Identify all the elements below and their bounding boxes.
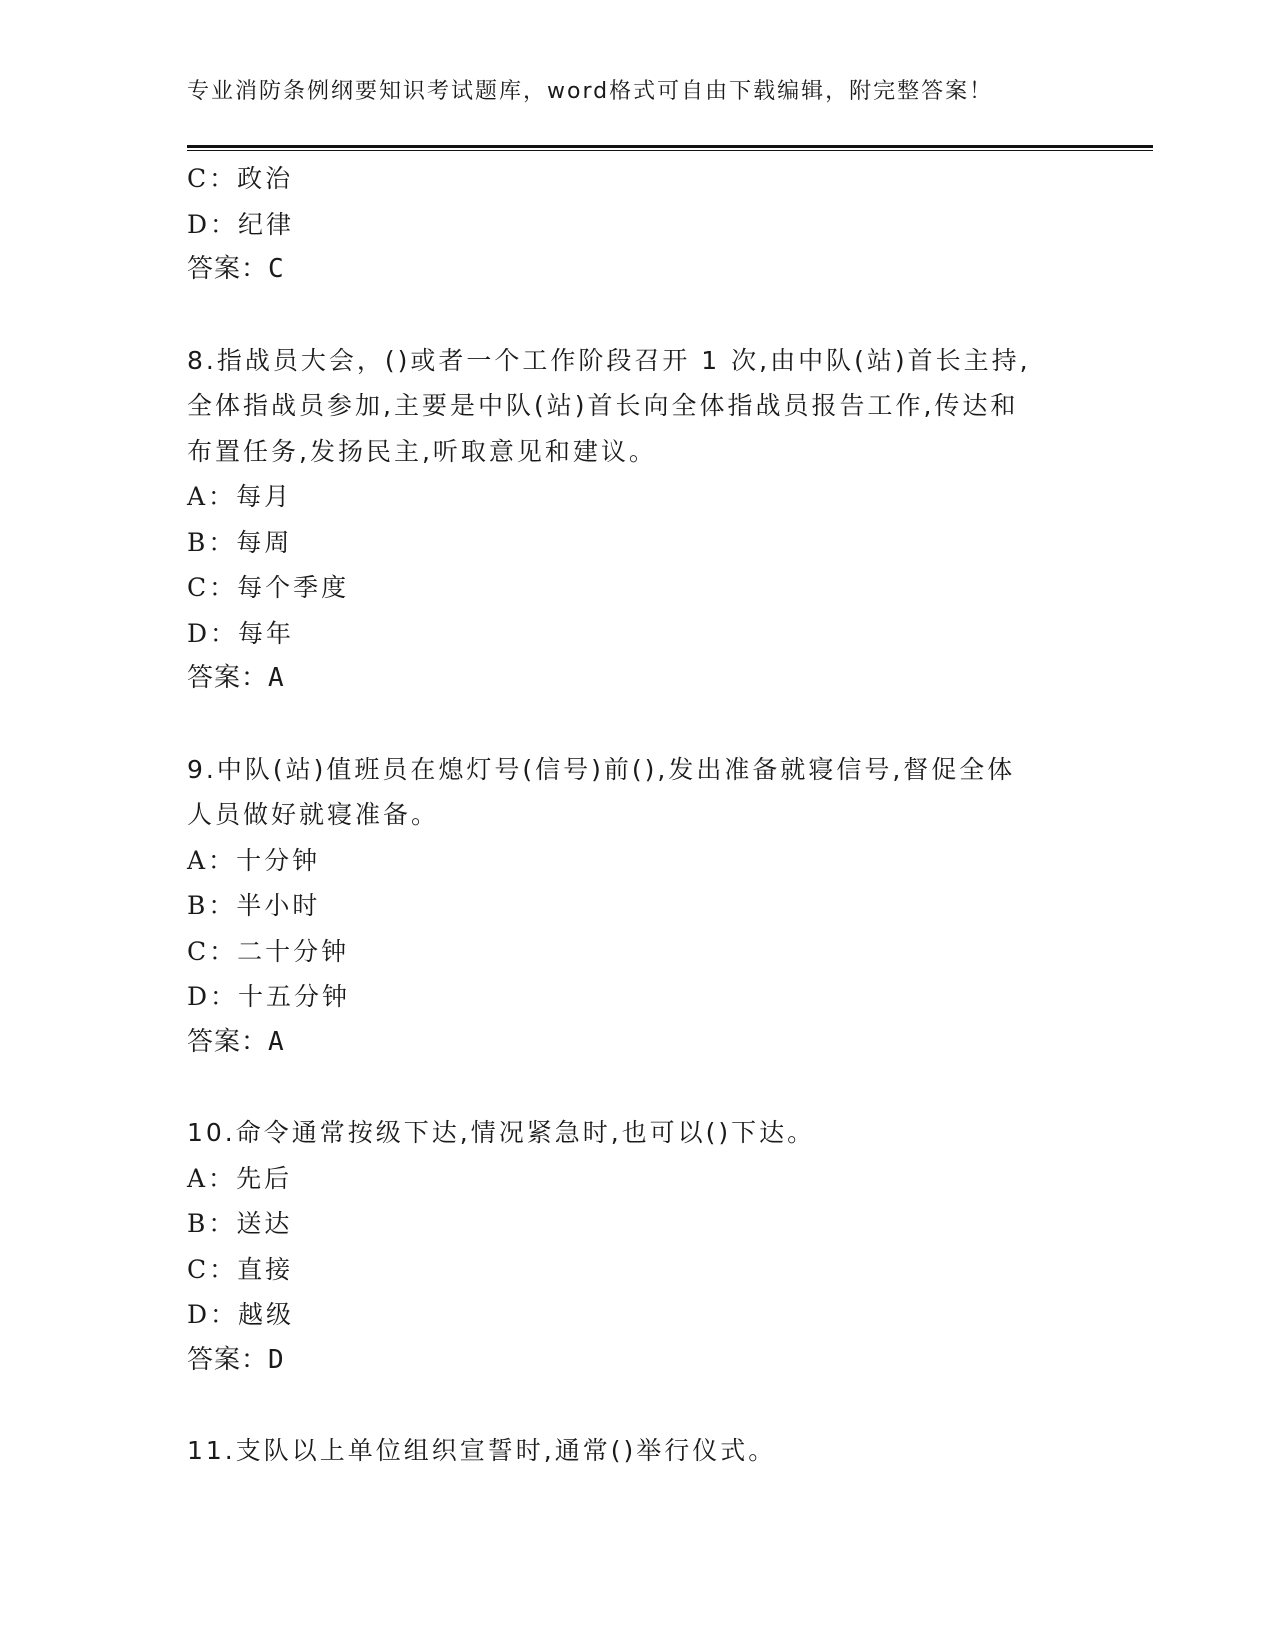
option-text: 半小时 — [236, 891, 321, 920]
option-b — [187, 883, 1087, 929]
question-text-line: 11.支队以上单位组织宣誓时,通常()举行仪式。 — [187, 1436, 777, 1465]
answer-value: D — [268, 1344, 285, 1375]
option-letter: B： — [187, 1209, 237, 1238]
question-9 — [187, 747, 1087, 1066]
answer-label: 答案： — [187, 1344, 269, 1375]
option-letter: A： — [187, 845, 237, 875]
option-text: 先后 — [236, 1163, 293, 1193]
option-b — [187, 1201, 1087, 1247]
option-letter: D： — [187, 982, 239, 1011]
option-text: 每月 — [236, 482, 293, 511]
question-10 — [187, 1110, 1087, 1383]
option-letter: C： — [187, 1254, 238, 1284]
spacer — [187, 1383, 1087, 1428]
option-c — [187, 565, 1087, 611]
answer-value: A — [268, 1026, 285, 1057]
option-c — [187, 156, 1087, 202]
option-text: 十分钟 — [236, 845, 321, 875]
spacer — [187, 1065, 1087, 1110]
header-rule-thin — [187, 150, 1153, 151]
spacer — [187, 702, 1087, 747]
option-text: 纪律 — [238, 209, 295, 239]
option-a — [187, 474, 1087, 520]
question-text-line: 布置任务,发扬民主,听取意见和建议。 — [187, 436, 657, 466]
question-text-line: 8.指战员大会，()或者一个工作阶段召开 1 次,由中队(站)首长主持, — [187, 345, 1031, 375]
option-text: 每个季度 — [237, 573, 350, 602]
option-d — [187, 202, 1087, 248]
answer-value: A — [268, 663, 285, 693]
option-d — [187, 1292, 1087, 1338]
option-text: 政治 — [237, 164, 294, 193]
option-d — [187, 611, 1087, 657]
answer-line — [187, 656, 1087, 702]
option-text: 二十分钟 — [237, 936, 350, 966]
page-header: 专业消防条例纲要知识考试题库，word格式可自由下载编辑，附完整答案！ — [187, 79, 994, 104]
spacer — [187, 293, 1087, 338]
answer-label: 答案： — [187, 254, 269, 284]
option-text: 越级 — [238, 1300, 295, 1329]
answer-line — [187, 1338, 1087, 1384]
question-8 — [187, 338, 1087, 702]
option-b — [187, 520, 1087, 566]
option-a — [187, 838, 1087, 884]
answer-line — [187, 1020, 1087, 1066]
prev-question-tail — [187, 156, 1087, 293]
option-text: 每周 — [236, 527, 293, 557]
answer-label: 答案： — [187, 1026, 269, 1057]
option-letter: D： — [187, 618, 239, 648]
answer-line — [187, 247, 1087, 293]
option-letter: C： — [187, 164, 238, 193]
header-rule-thick — [187, 145, 1153, 148]
option-letter: A： — [187, 1163, 237, 1193]
question-text-line: 9.中队(站)值班员在熄灯号(信号)前(),发出准备就寝信号,督促全体 — [187, 754, 1016, 784]
option-c — [187, 1247, 1087, 1293]
answer-value: C — [268, 254, 285, 284]
answer-label: 答案： — [187, 663, 269, 693]
option-text: 送达 — [236, 1209, 293, 1238]
option-letter: A： — [187, 482, 237, 511]
document-body — [187, 156, 1087, 1474]
option-letter: D： — [187, 1300, 239, 1329]
option-letter: C： — [187, 573, 238, 602]
option-c — [187, 929, 1087, 975]
option-text: 十五分钟 — [238, 982, 351, 1011]
option-letter: B： — [187, 891, 237, 920]
question-text-line: 10.命令通常按级下达,情况紧急时,也可以()下达。 — [187, 1118, 816, 1147]
question-text-line: 全体指战员参加,主要是中队(站)首长向全体指战员报告工作,传达和 — [187, 391, 1019, 420]
option-letter: C： — [187, 936, 238, 966]
option-text: 每年 — [238, 618, 295, 648]
option-letter: D： — [187, 209, 239, 239]
option-letter: B： — [187, 527, 237, 557]
option-text: 直接 — [237, 1254, 294, 1284]
option-a — [187, 1156, 1087, 1202]
question-11 — [187, 1428, 1087, 1474]
option-d — [187, 974, 1087, 1020]
question-text-line: 人员做好就寝准备。 — [187, 800, 440, 829]
